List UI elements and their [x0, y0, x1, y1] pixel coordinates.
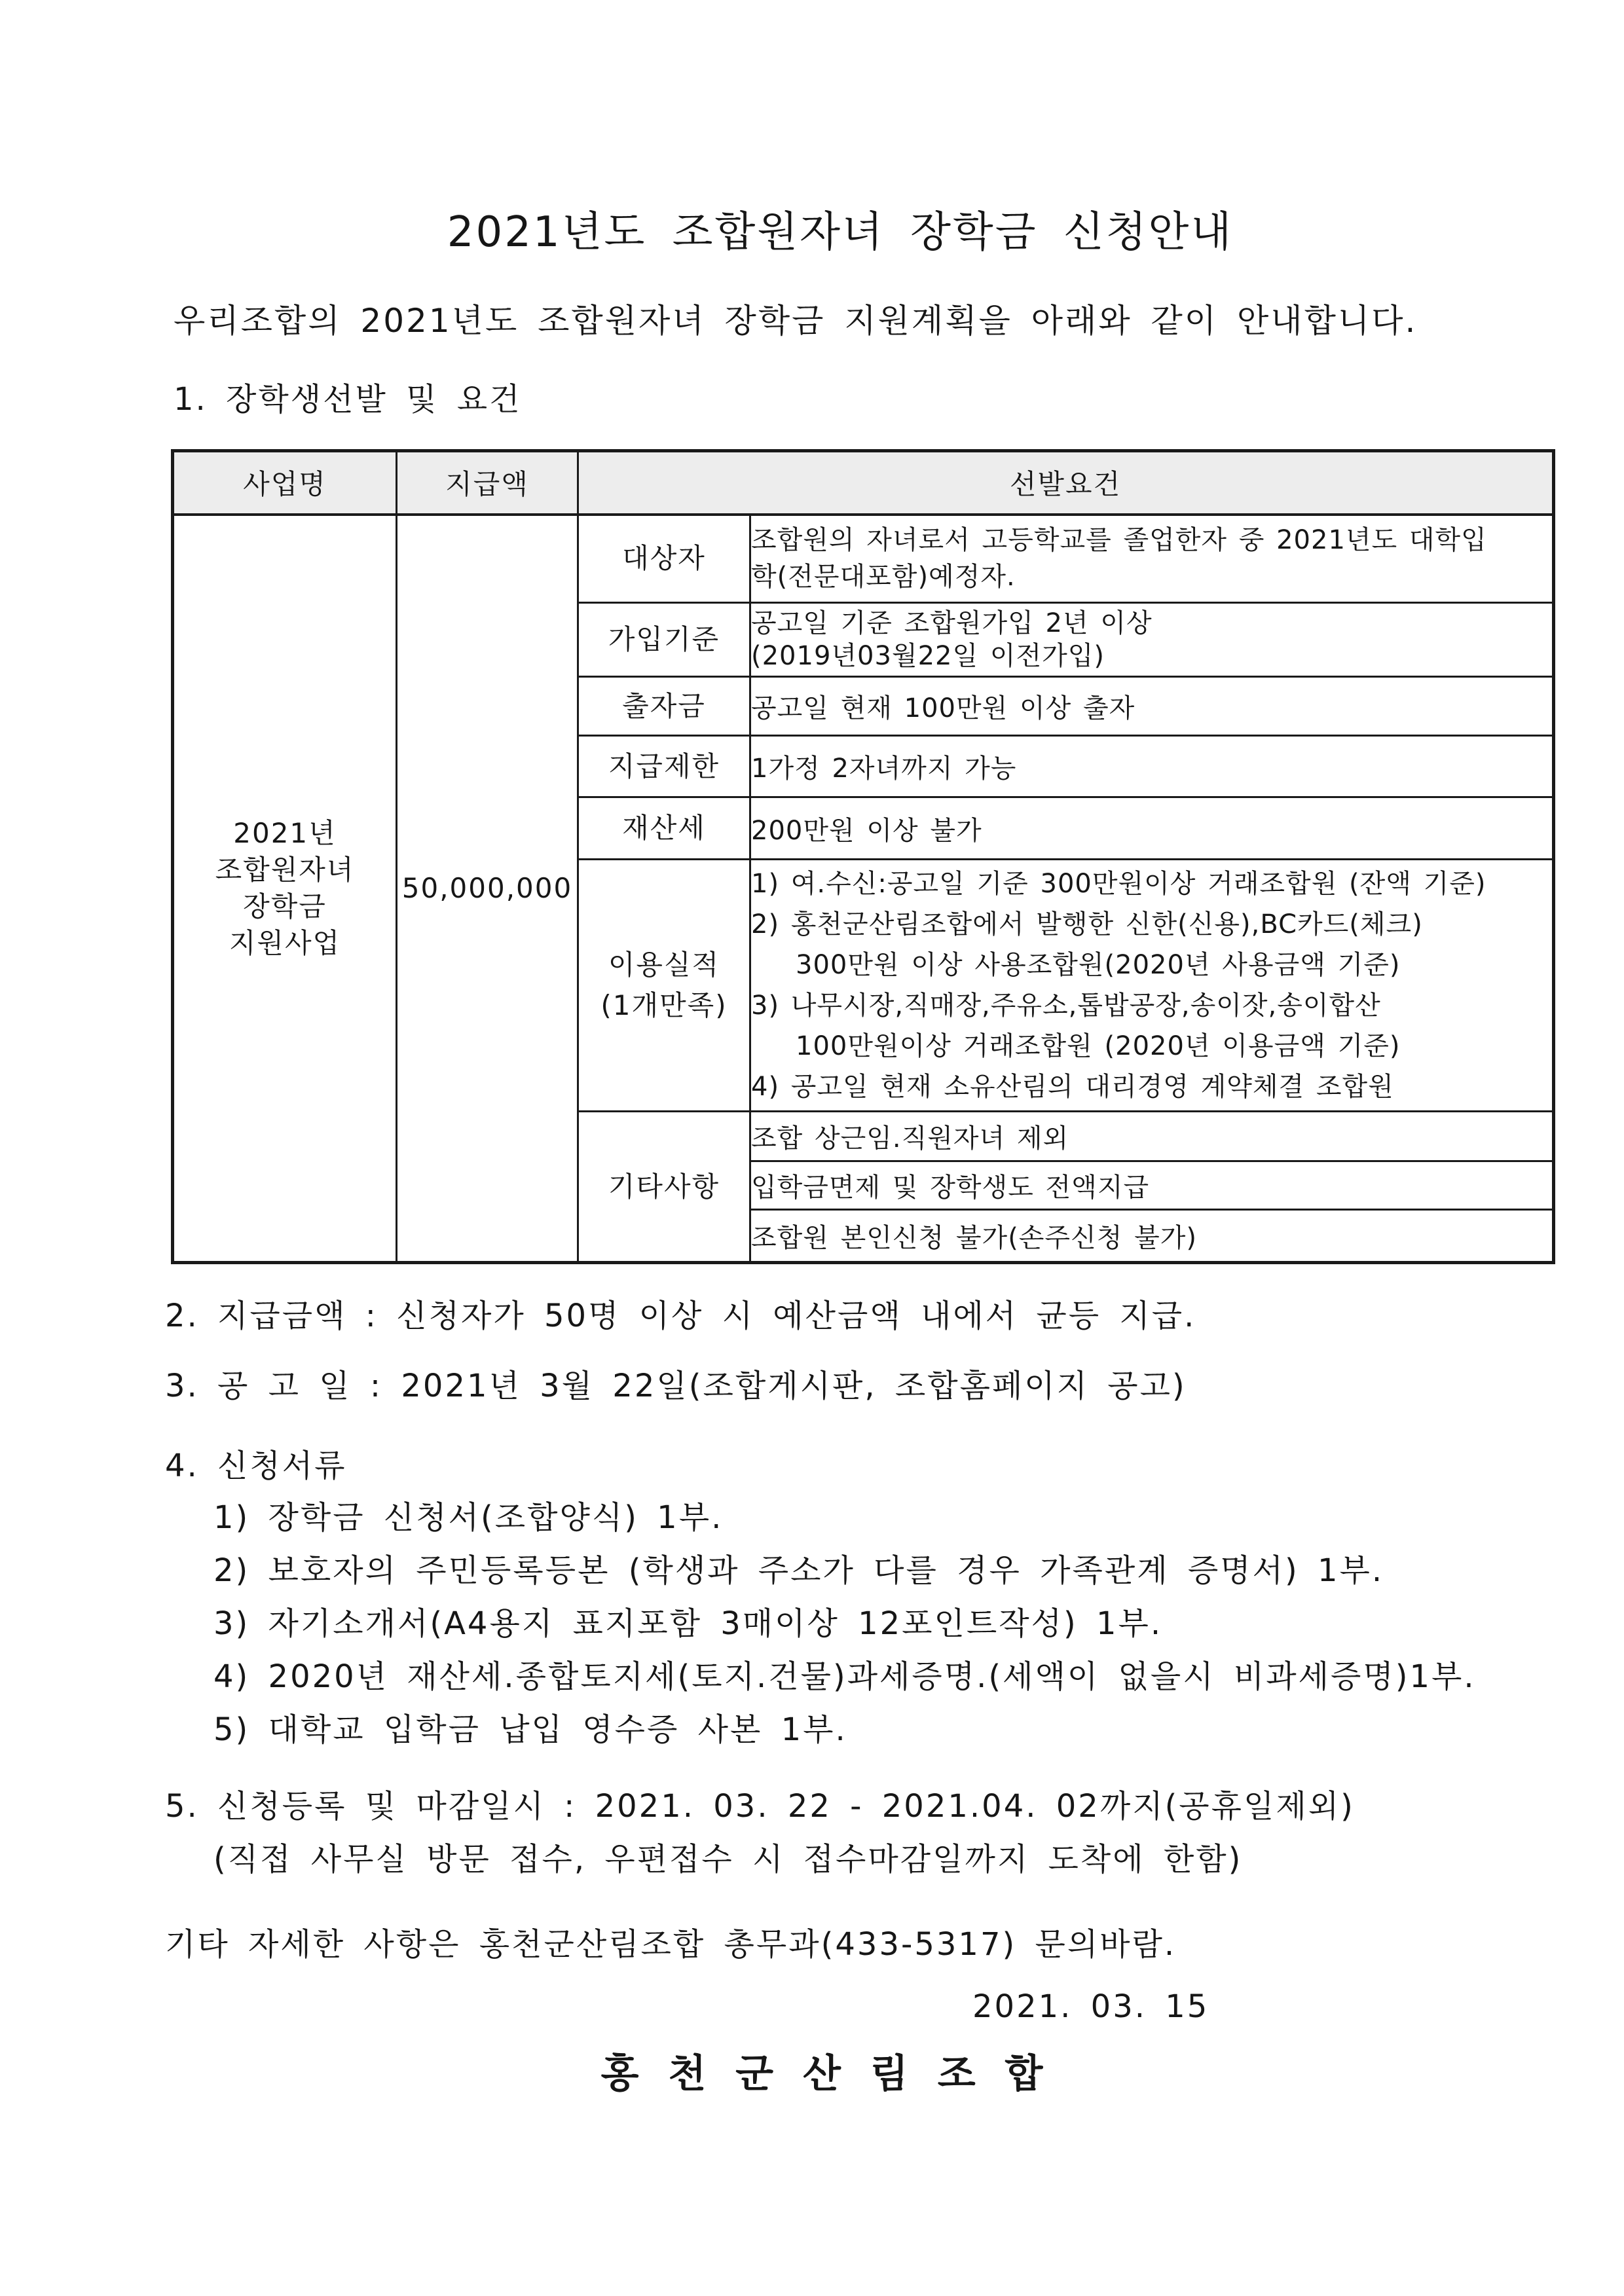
- criteria-content-line: 4) 공고일 현재 소유산림의 대리경영 계약체결 조합원: [751, 1072, 1394, 1102]
- criteria-label-line: 기타사항: [608, 1170, 720, 1203]
- criteria-label-line: (1개만족): [600, 989, 728, 1021]
- table-header-row: [173, 451, 1554, 515]
- criteria-content-line: 학(전문대포함)예정자.: [751, 562, 1016, 592]
- criteria-content-line: 조합원 본인신청 불가(손주신청 불가): [751, 1223, 1197, 1253]
- criteria-label-target: [578, 515, 750, 603]
- business-name-line: 장학금: [243, 890, 327, 922]
- document-list-item: 3) 자기소개서(A4용지 표지포함 3매이상 12포인트작성) 1부.: [213, 1605, 1163, 1642]
- section3-notice-date: 3. 공 고 일 : 2021년 3월 22일(조합게시판, 조합홈페이지 공고): [165, 1368, 1187, 1404]
- criteria-content-line: 2) 홍천군산림조합에서 발행한 신한(신용),BC카드(체크): [751, 909, 1423, 939]
- criteria-content-line: (2019년03월22일 이전가입): [751, 641, 1105, 671]
- document-list-item: 5) 대학교 입학금 납입 영수증 사본 1부.: [213, 1711, 847, 1748]
- document-title: 2021년도 조합원자녀 장학금 신청안내: [447, 208, 1234, 257]
- criteria-label-line: 이용실적: [608, 949, 720, 981]
- criteria-label-line: 가입기준: [608, 623, 720, 655]
- criteria-content-line: 300만원 이상 사용조합원(2020년 사용금액 기준): [796, 950, 1401, 980]
- criteria-content-line: 1가정 2자녀까지 가능: [751, 754, 1017, 784]
- issue-date: 2021. 03. 15: [972, 1988, 1209, 2025]
- criteria-label-membership: [578, 603, 750, 677]
- business-name-line: 지원사업: [229, 926, 341, 959]
- document-list-item: 2) 보호자의 주민등록등본 (학생과 주소가 다를 경우 가족관계 증명서) 1부.: [213, 1552, 1384, 1589]
- criteria-content-target: [750, 515, 1554, 603]
- criteria-content-line: 200만원 이상 불가: [751, 815, 982, 846]
- header-business-name: 사업명: [173, 451, 397, 515]
- criteria-label-other: [578, 1112, 750, 1263]
- criteria-label-line: 대상자: [622, 542, 706, 575]
- section2-payment: 2. 지급금액 : 신청자가 50명 이상 시 예산금액 내에서 균등 지급.: [165, 1298, 1196, 1334]
- document-list-item: 4) 2020년 재산세.종합토지세(토지.건물)과세증명.(세액이 없을시 비과세증명)1부.: [213, 1658, 1476, 1695]
- header-amount: 지급액: [397, 451, 578, 515]
- criteria-content-line: 3) 나무시장,직매장,주유소,톱밥공장,송이잣,송이합산: [751, 991, 1381, 1021]
- criteria-label-line: 재산세: [622, 812, 706, 844]
- criteria-content-line: 공고일 기준 조합원가입 2년 이상: [751, 608, 1153, 638]
- intro-text: 우리조합의 2021년도 조합원자녀 장학금 지원계획을 아래와 같이 안내합니다.: [174, 302, 1418, 340]
- criteria-content-line: 공고일 현재 100만원 이상 출자: [751, 693, 1135, 723]
- criteria-content-other: [750, 1161, 1554, 1210]
- section5-deadline: 5. 신청등록 및 마감일시 : 2021. 03. 22 - 2021.04. 02까지(공휴일제외): [165, 1788, 1355, 1825]
- amount-cell: [397, 515, 578, 1263]
- business-name-cell: [173, 515, 397, 1263]
- table-row: [173, 515, 1554, 603]
- criteria-content-line: 100만원이상 거래조합원 (2020년 이용금액 기준): [796, 1031, 1401, 1061]
- contact-text: 기타 자세한 사항은 홍천군산림조합 총무과(433-5317) 문의바람.: [165, 1926, 1177, 1963]
- requirements-table-wrapper: [171, 449, 1552, 1261]
- criteria-label-line: 출자금: [622, 689, 706, 722]
- criteria-content-line: 입학금면제 및 장학생도 전액지급: [751, 1173, 1150, 1203]
- amount-value: 50,000,000: [401, 872, 573, 905]
- section4-heading: 4. 신청서류: [165, 1448, 347, 1484]
- issuer-name: 홍 천 군 산 림 조 합: [600, 2051, 1043, 2097]
- criteria-content-usage: [750, 860, 1554, 1112]
- criteria-content-line: 조합 상근임.직원자녀 제외: [751, 1123, 1069, 1154]
- criteria-content-property-tax: [750, 797, 1554, 860]
- criteria-content-other: [750, 1210, 1554, 1263]
- criteria-content-other: [750, 1112, 1554, 1161]
- criteria-label-property-tax: [578, 797, 750, 860]
- business-name-line: 조합원자녀: [215, 853, 355, 886]
- criteria-label-investment: [578, 677, 750, 736]
- criteria-label-usage: [578, 860, 750, 1112]
- criteria-label-limit: [578, 736, 750, 797]
- criteria-label-line: 지급제한: [608, 750, 720, 782]
- requirements-table: [171, 449, 1555, 1264]
- criteria-content-line: 1) 여.수신:공고일 기준 300만원이상 거래조합원 (잔액 기준): [751, 869, 1486, 899]
- criteria-content-investment: [750, 677, 1554, 736]
- section5-note: (직접 사무실 방문 접수, 우편접수 시 접수마감일까지 도착에 한함): [213, 1841, 1243, 1878]
- criteria-content-limit: [750, 736, 1554, 797]
- document-list-item: 1) 장학금 신청서(조합양식) 1부.: [213, 1499, 724, 1536]
- header-requirements: 선발요건: [578, 451, 1554, 515]
- section1-heading: 1. 장학생선발 및 요건: [174, 381, 522, 418]
- criteria-content-membership: [750, 603, 1554, 677]
- business-name-line: 2021년: [233, 816, 337, 849]
- criteria-content-line: 조합원의 자녀로서 고등학교를 졸업한자 중 2021년도 대학입: [751, 525, 1487, 556]
